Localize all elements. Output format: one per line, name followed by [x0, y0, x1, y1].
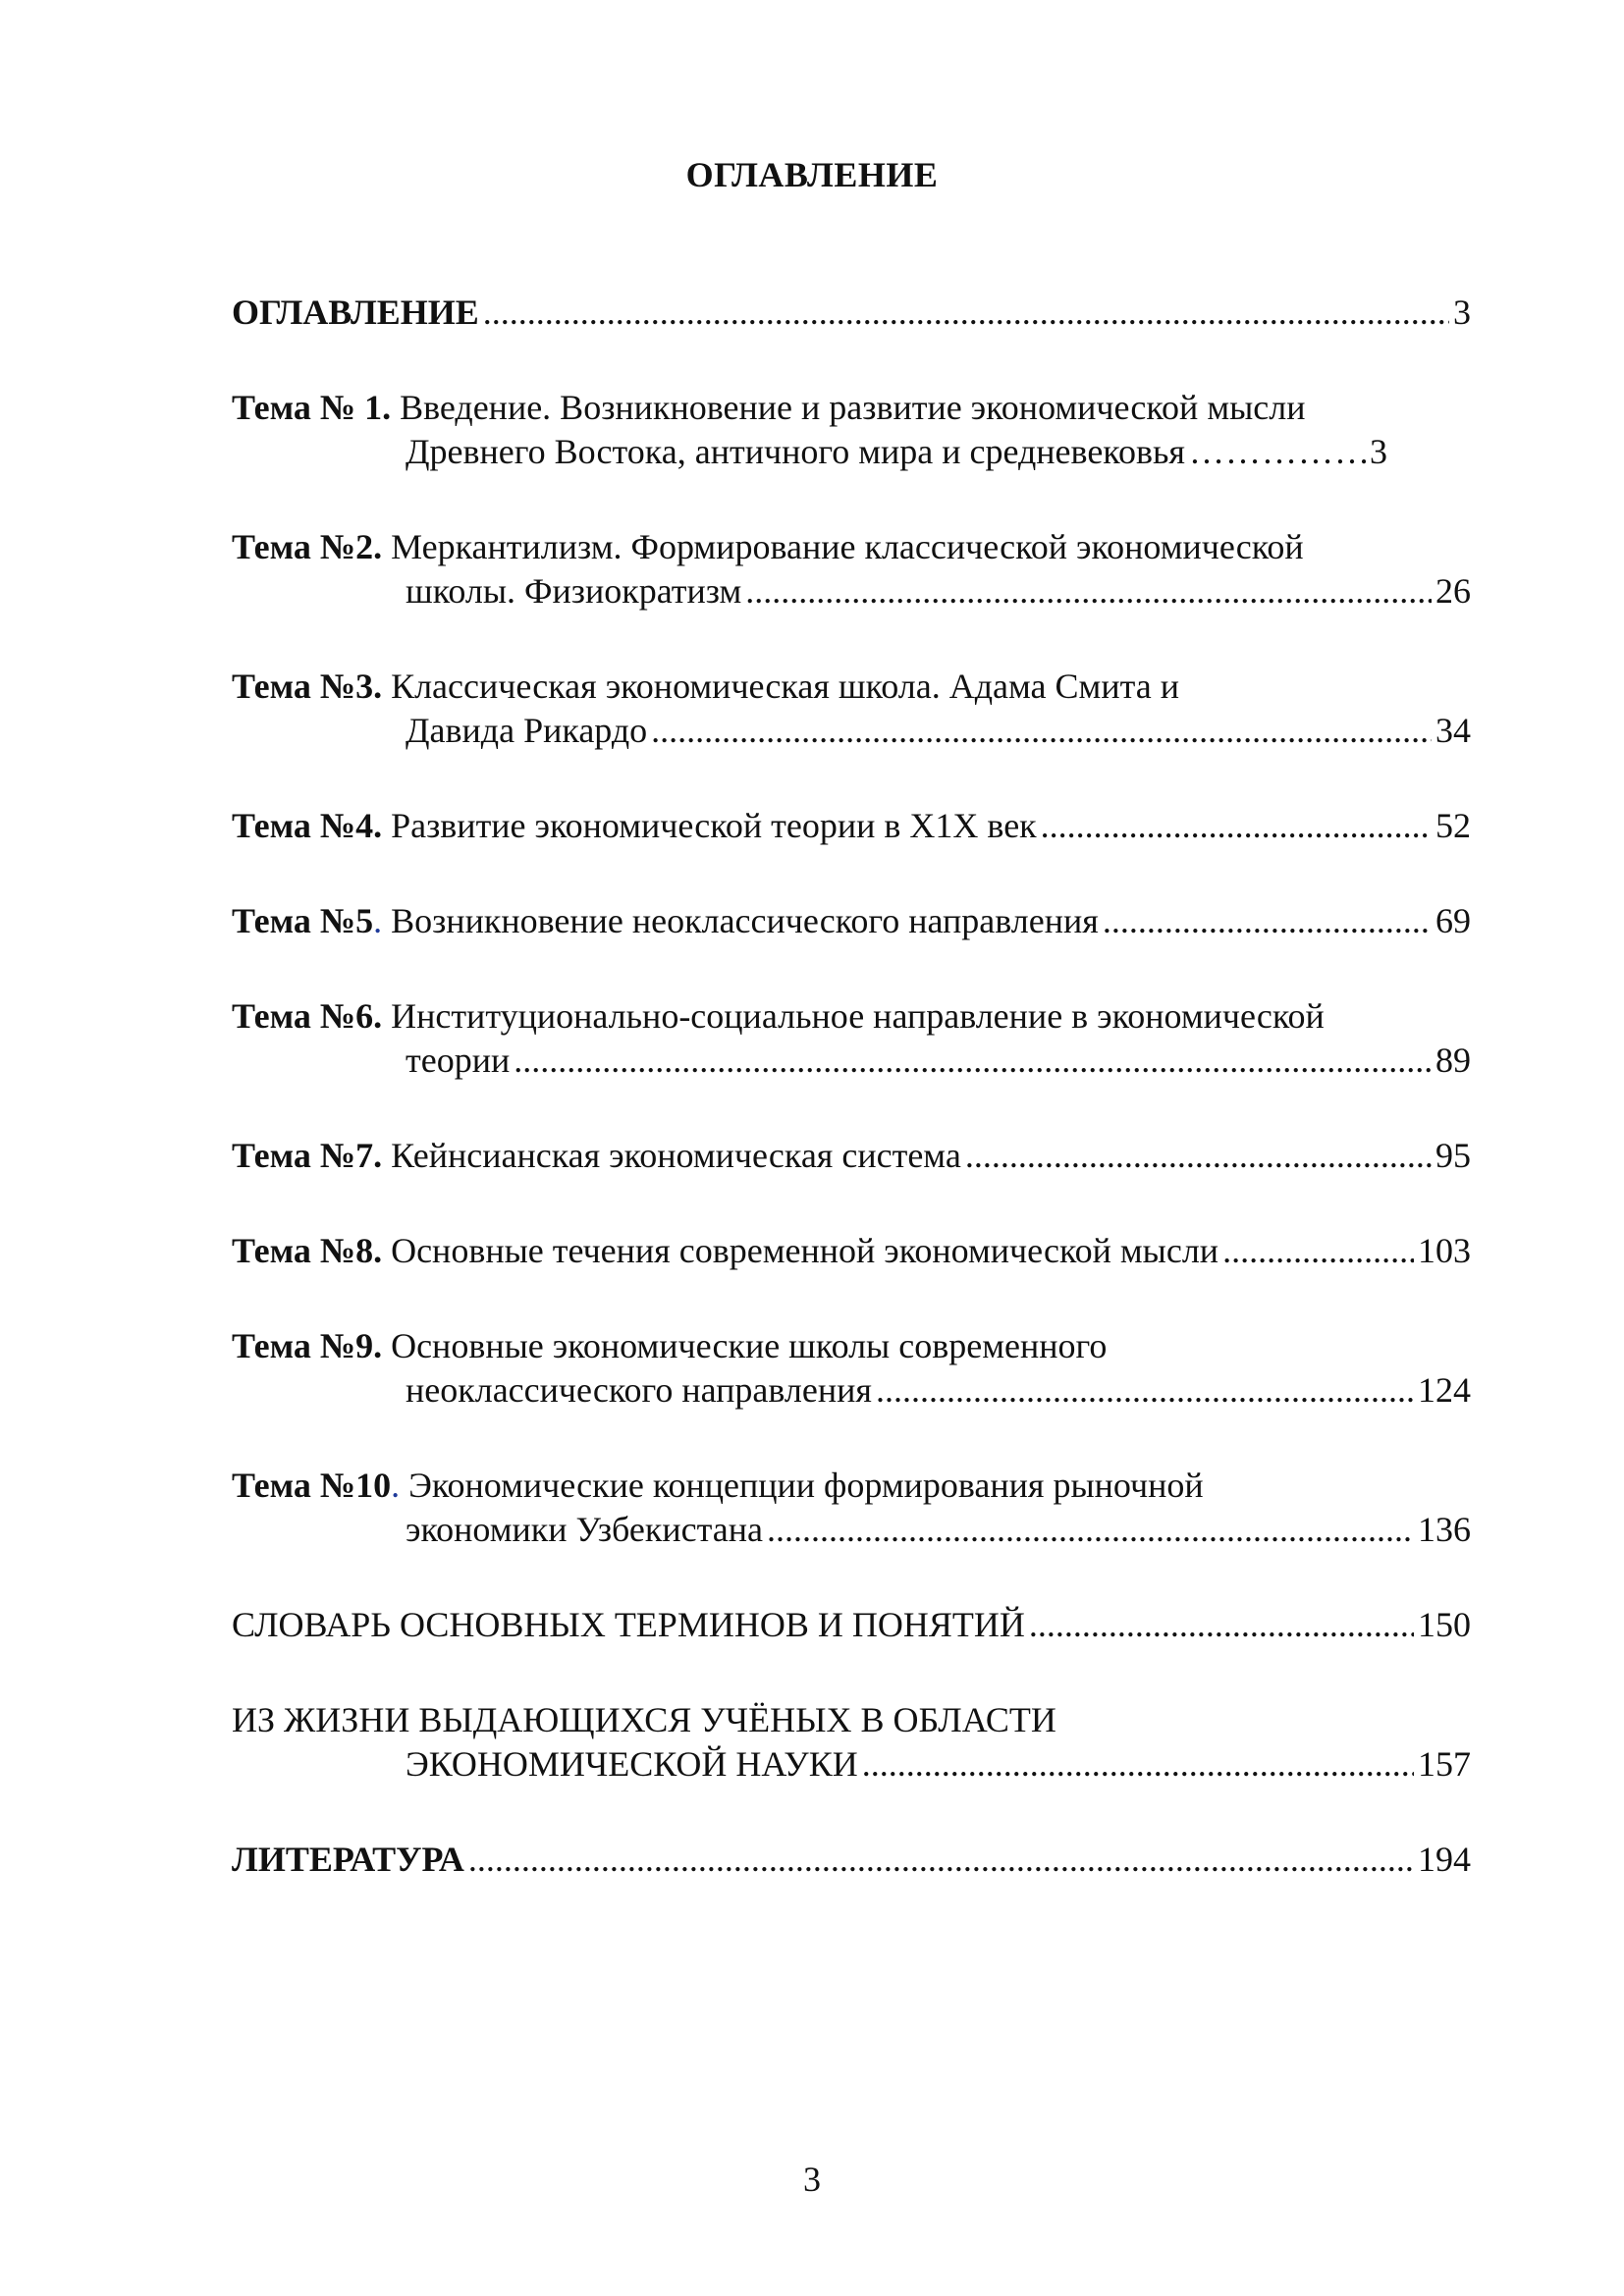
toc-entry-label: Тема №5. — [232, 901, 383, 940]
toc-line — [232, 899, 1471, 943]
toc-entry-label: Тема №6. — [232, 996, 383, 1036]
toc-entry-title-continued: неоклассического направления — [406, 1370, 872, 1410]
toc-page-number: 69 — [1435, 901, 1471, 940]
toc-line — [232, 1838, 1471, 1882]
dot-leader — [1041, 804, 1432, 848]
toc-entry-title-continued: школы. Физиократизм — [406, 571, 742, 611]
toc-entry-label: Тема №8. — [232, 1231, 383, 1270]
toc-entry-glossary[interactable] — [232, 1603, 1471, 1647]
dot-leader — [1189, 430, 1366, 474]
toc-entry-label: Тема №7. — [232, 1136, 383, 1175]
toc-entry-topic-5[interactable] — [232, 899, 1471, 943]
toc-line — [232, 1464, 1471, 1508]
dot-leader — [483, 291, 1449, 335]
toc-entry-topic-3[interactable] — [232, 665, 1471, 753]
toc-line — [232, 804, 1471, 848]
toc-line — [232, 1134, 1471, 1178]
toc-page-number: 124 — [1418, 1370, 1471, 1410]
toc-entry-title: Классическая экономическая школа. Адама Смита и — [391, 667, 1180, 706]
toc-line — [232, 1324, 1471, 1368]
toc-line — [232, 430, 1471, 474]
toc-entry-title-continued: теории — [406, 1041, 511, 1080]
toc-entry-title: Кейнсианская экономическая система — [391, 1136, 961, 1175]
toc-entry-title: Введение. Возникновение и развитие экономической мысли — [400, 388, 1306, 427]
dot-leader — [651, 709, 1432, 753]
dot-leader — [965, 1134, 1432, 1178]
toc-entry-title: Основные течения современной экономической мысли — [391, 1231, 1219, 1270]
toc-entry-title: ИЗ ЖИЗНИ ВЫДАЮЩИХСЯ УЧЁНЫХ В ОБЛАСТИ — [232, 1700, 1056, 1739]
toc-line — [232, 525, 1471, 569]
toc-page-number: 95 — [1435, 1136, 1471, 1175]
toc-entry-title: Меркантилизм. Формирование классической экономической — [391, 527, 1304, 566]
toc-line — [232, 569, 1471, 614]
toc-entry-biographies[interactable] — [232, 1698, 1471, 1787]
toc-line — [232, 1603, 1471, 1647]
toc-page-number: 150 — [1418, 1605, 1471, 1644]
toc-entry-topic-9[interactable] — [232, 1324, 1471, 1413]
toc-line — [232, 994, 1471, 1039]
dot-leader — [1029, 1603, 1414, 1647]
toc-page-number: 52 — [1435, 806, 1471, 845]
toc-entry-title: Возникновение неоклассического направления — [391, 901, 1099, 940]
toc-page-number: 157 — [1418, 1744, 1471, 1784]
toc-entry-topic-10[interactable] — [232, 1464, 1471, 1552]
page-number-footer: 3 — [803, 2160, 821, 2199]
toc-entry-topic-2[interactable] — [232, 525, 1471, 614]
toc-line — [232, 1698, 1471, 1742]
toc-entry-contents[interactable] — [232, 291, 1471, 335]
toc-entry-topic-8[interactable] — [232, 1229, 1471, 1273]
toc-line — [232, 709, 1471, 753]
toc-line — [232, 386, 1471, 430]
toc-entry-label: Тема № 1. — [232, 388, 392, 427]
toc-entry-literature[interactable] — [232, 1838, 1471, 1882]
toc-entry-label: Тема №9. — [232, 1326, 383, 1365]
dot-leader — [745, 569, 1432, 614]
toc-entry-label: Тема №10. — [232, 1466, 401, 1505]
toc-page-number: 103 — [1418, 1231, 1471, 1270]
dot-leader — [767, 1508, 1414, 1552]
toc-page-number: 136 — [1418, 1510, 1471, 1549]
toc-page-number: 26 — [1435, 571, 1471, 611]
dot-leader — [468, 1838, 1414, 1882]
toc-line — [232, 1742, 1471, 1787]
toc-entry-title: СЛОВАРЬ ОСНОВНЫХ ТЕРМИНОВ И ПОНЯТИЙ — [232, 1605, 1025, 1644]
page-title: ОГЛАВЛЕНИЕ — [685, 155, 939, 194]
toc-entry-label: ОГЛАВЛЕНИЕ — [232, 293, 479, 332]
toc-entry-title: Институционально-социальное направление в экономической — [391, 996, 1325, 1036]
dot-leader — [1222, 1229, 1414, 1273]
toc-line — [232, 1368, 1471, 1413]
toc-page-number: 194 — [1418, 1840, 1471, 1879]
toc-entry-title-continued: Давида Рикардо — [406, 711, 648, 750]
dot-leader — [1103, 899, 1432, 943]
toc-entry-topic-6[interactable] — [232, 994, 1471, 1083]
table-of-contents — [232, 291, 1471, 1933]
toc-entry-title: Развитие экономической теории в Х1Х век — [391, 806, 1037, 845]
toc-page-number: 89 — [1435, 1041, 1471, 1080]
toc-entry-title: Экономические концепции формирования рыночной — [408, 1466, 1204, 1505]
toc-entry-title-continued: ЭКОНОМИЧЕСКОЙ НАУКИ — [406, 1744, 858, 1784]
toc-entry-label: Тема №2. — [232, 527, 383, 566]
toc-line — [232, 291, 1471, 335]
toc-entry-label: ЛИТЕРАТУРА — [232, 1840, 464, 1879]
toc-page-number: 3 — [1369, 432, 1387, 471]
toc-entry-topic-4[interactable] — [232, 804, 1471, 848]
toc-line — [232, 1039, 1471, 1083]
toc-entry-label: Тема №3. — [232, 667, 383, 706]
toc-entry-topic-1[interactable] — [232, 386, 1471, 474]
toc-line — [232, 665, 1471, 709]
toc-entry-title: Основные экономические школы современного — [391, 1326, 1108, 1365]
dot-leader — [862, 1742, 1414, 1787]
toc-entry-topic-7[interactable] — [232, 1134, 1471, 1178]
dot-leader — [876, 1368, 1414, 1413]
toc-line — [232, 1508, 1471, 1552]
toc-line — [232, 1229, 1471, 1273]
dot-leader — [514, 1039, 1432, 1083]
toc-entry-title-continued: экономики Узбекистана — [406, 1510, 763, 1549]
toc-entry-title-continued: Древнего Востока, античного мира и средневековья — [406, 432, 1185, 471]
toc-page-number: 34 — [1435, 711, 1471, 750]
toc-page-number: 3 — [1453, 293, 1471, 332]
toc-entry-label: Тема №4. — [232, 806, 383, 845]
